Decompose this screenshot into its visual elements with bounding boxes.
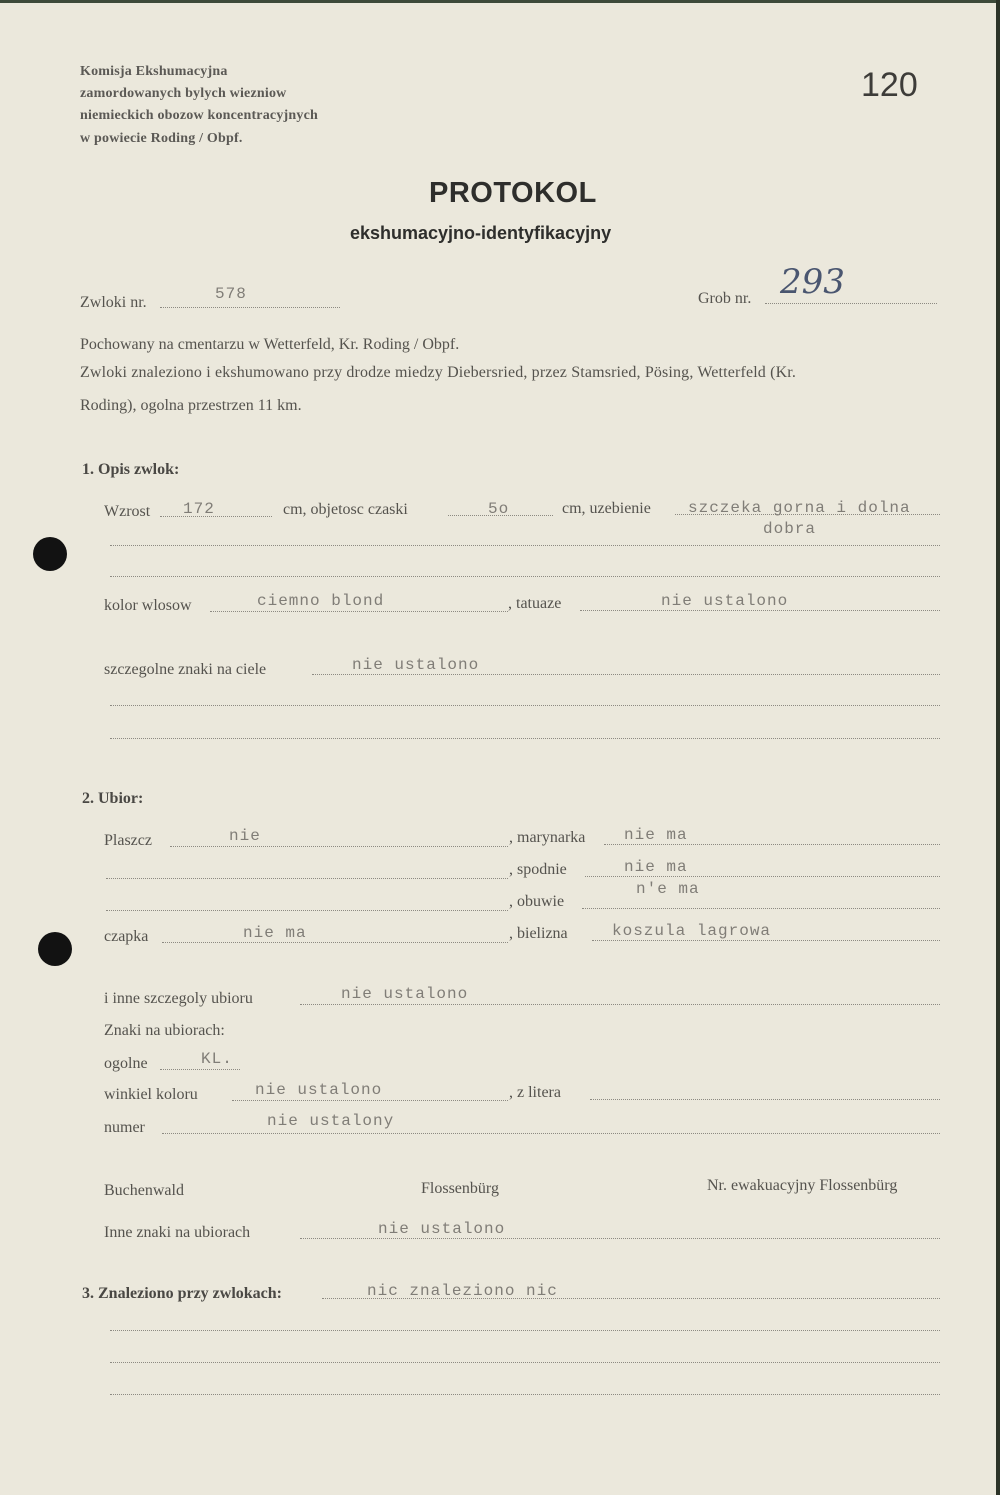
inne-znaki-line xyxy=(300,1238,940,1239)
intro-line-3: Roding), ogolna przestrzen 11 km. xyxy=(80,397,302,414)
buchenwald-label: Buchenwald xyxy=(104,1182,184,1199)
obuwie-line xyxy=(582,908,940,909)
inne-znaki-value: nie ustalono xyxy=(378,1220,506,1238)
section-1-title: 1. Opis zwlok: xyxy=(82,461,180,478)
plaszcz-line xyxy=(170,846,508,847)
plaszcz-line-2 xyxy=(106,878,508,879)
czaszka-value: 5o xyxy=(488,500,510,518)
winkiel-line xyxy=(232,1100,508,1101)
plaszcz-line-3 xyxy=(106,910,508,911)
czapka-label: czapka xyxy=(104,928,149,945)
blank-line-4 xyxy=(110,1330,940,1331)
plaszcz-label: Plaszcz xyxy=(104,832,152,849)
wzrost-value: 172 xyxy=(183,500,215,518)
tatuaze-value: nie ustalono xyxy=(661,592,789,610)
winkiel-value: nie ustalono xyxy=(255,1081,383,1099)
wzrost-label: Wzrost xyxy=(104,503,151,520)
grob-line xyxy=(765,303,937,304)
punch-hole-bottom xyxy=(38,932,72,966)
blank-line-3 xyxy=(110,738,940,739)
bielizna-value: koszula lagrowa xyxy=(612,922,772,940)
ewakuacyjny-label: Nr. ewakuacyjny Flossenbürg xyxy=(707,1177,898,1194)
blank-line-5 xyxy=(110,1362,940,1363)
section-2-title: 2. Ubior: xyxy=(82,790,144,807)
tatuaze-line xyxy=(580,610,940,611)
cm-uzebienie-label: cm, uzebienie xyxy=(562,500,651,517)
winkiel-label: winkiel koloru xyxy=(104,1086,198,1103)
spodnie-value: nie ma xyxy=(624,858,688,876)
punch-hole-top xyxy=(33,537,67,571)
document-title: PROTOKOL xyxy=(429,177,597,209)
org-line-3: niemieckich obozow koncentracyjnych xyxy=(80,108,318,123)
znaki-cialo-value: nie ustalono xyxy=(352,656,480,674)
marynarka-value: nie ma xyxy=(624,826,688,844)
document-subtitle: ekshumacyjno-identyfikacyjny xyxy=(350,223,612,243)
zwloki-line xyxy=(160,307,340,308)
zwloki-value: 578 xyxy=(215,285,247,303)
org-line-1: Komisja Ekshumacyjna xyxy=(80,64,228,79)
ogolne-value: KL. xyxy=(201,1050,233,1068)
blank-line-2 xyxy=(110,705,940,706)
ogolne-line xyxy=(160,1069,240,1070)
cm-objetosc-label: cm, objetosc czaski xyxy=(283,501,408,518)
numer-value: nie ustalony xyxy=(267,1112,395,1130)
znaleziono-value: nic znaleziono nic xyxy=(367,1282,558,1300)
czapka-value: nie ma xyxy=(243,924,307,942)
numer-line xyxy=(162,1133,940,1134)
inne-znaki-label: Inne znaki na ubiorach xyxy=(104,1224,251,1241)
section-3-title: 3. Znaleziono przy zwlokach: xyxy=(82,1285,282,1302)
blank-line-1 xyxy=(110,576,940,577)
intro-line-1: Pochowany na cmentarzu w Wetterfeld, Kr. Roding / Obpf. xyxy=(80,336,460,353)
marynarka-label: , marynarka xyxy=(509,829,586,846)
grob-value: 293 xyxy=(780,262,845,302)
znaki-cialo-label: szczegolne znaki na ciele xyxy=(104,661,267,678)
spodnie-label: , spodnie xyxy=(509,861,567,878)
znaki-ubior-header: Znaki na ubiorach: xyxy=(104,1022,225,1039)
zwloki-label: Zwloki nr. xyxy=(80,294,147,311)
inne-ubior-value: nie ustalono xyxy=(341,985,469,1003)
intro-line-2: Zwloki znaleziono i ekshumowano przy drodze miedzy Diebersried, przez Stamsried, Pösing, Wetterfeld (Kr. xyxy=(80,364,797,381)
ogolne-label: ogolne xyxy=(104,1055,148,1072)
wlosy-line xyxy=(210,611,508,612)
plaszcz-value: nie xyxy=(229,827,261,845)
uzebienie-value-2: dobra xyxy=(763,520,817,538)
blank-line-6 xyxy=(110,1394,940,1395)
spodnie-line xyxy=(585,876,940,877)
page-number: 120 xyxy=(861,66,918,104)
org-line-4: w powiecie Roding / Obpf. xyxy=(80,131,243,146)
inne-ubior-line xyxy=(300,1004,940,1005)
bielizna-line xyxy=(592,940,940,941)
org-line-2: zamordowanych bylych wiezniow xyxy=(80,86,287,101)
wlosy-label: kolor wlosow xyxy=(104,597,192,614)
obuwie-value: n'e ma xyxy=(636,880,700,898)
marynarka-line xyxy=(604,844,940,845)
znaki-cialo-line xyxy=(312,674,940,675)
bielizna-label: , bielizna xyxy=(509,925,568,942)
scan-edge-right xyxy=(996,0,1000,1495)
uzebienie-line-2 xyxy=(110,545,940,546)
grob-label: Grob nr. xyxy=(698,290,752,307)
numer-label: numer xyxy=(104,1119,145,1136)
wlosy-value: ciemno blond xyxy=(257,592,385,610)
tatuaze-label: , tatuaze xyxy=(508,595,562,612)
litera-line xyxy=(590,1099,940,1100)
flossenburg-label: Flossenbürg xyxy=(421,1180,499,1197)
obuwie-label: , obuwie xyxy=(509,893,565,910)
wzrost-line xyxy=(160,516,272,517)
scan-edge-top xyxy=(0,0,1000,3)
inne-ubior-label: i inne szczegoly ubioru xyxy=(104,990,253,1007)
uzebienie-value: szczeka gorna i dolna xyxy=(688,499,911,517)
litera-label: , z litera xyxy=(509,1084,561,1101)
czapka-line xyxy=(162,942,508,943)
